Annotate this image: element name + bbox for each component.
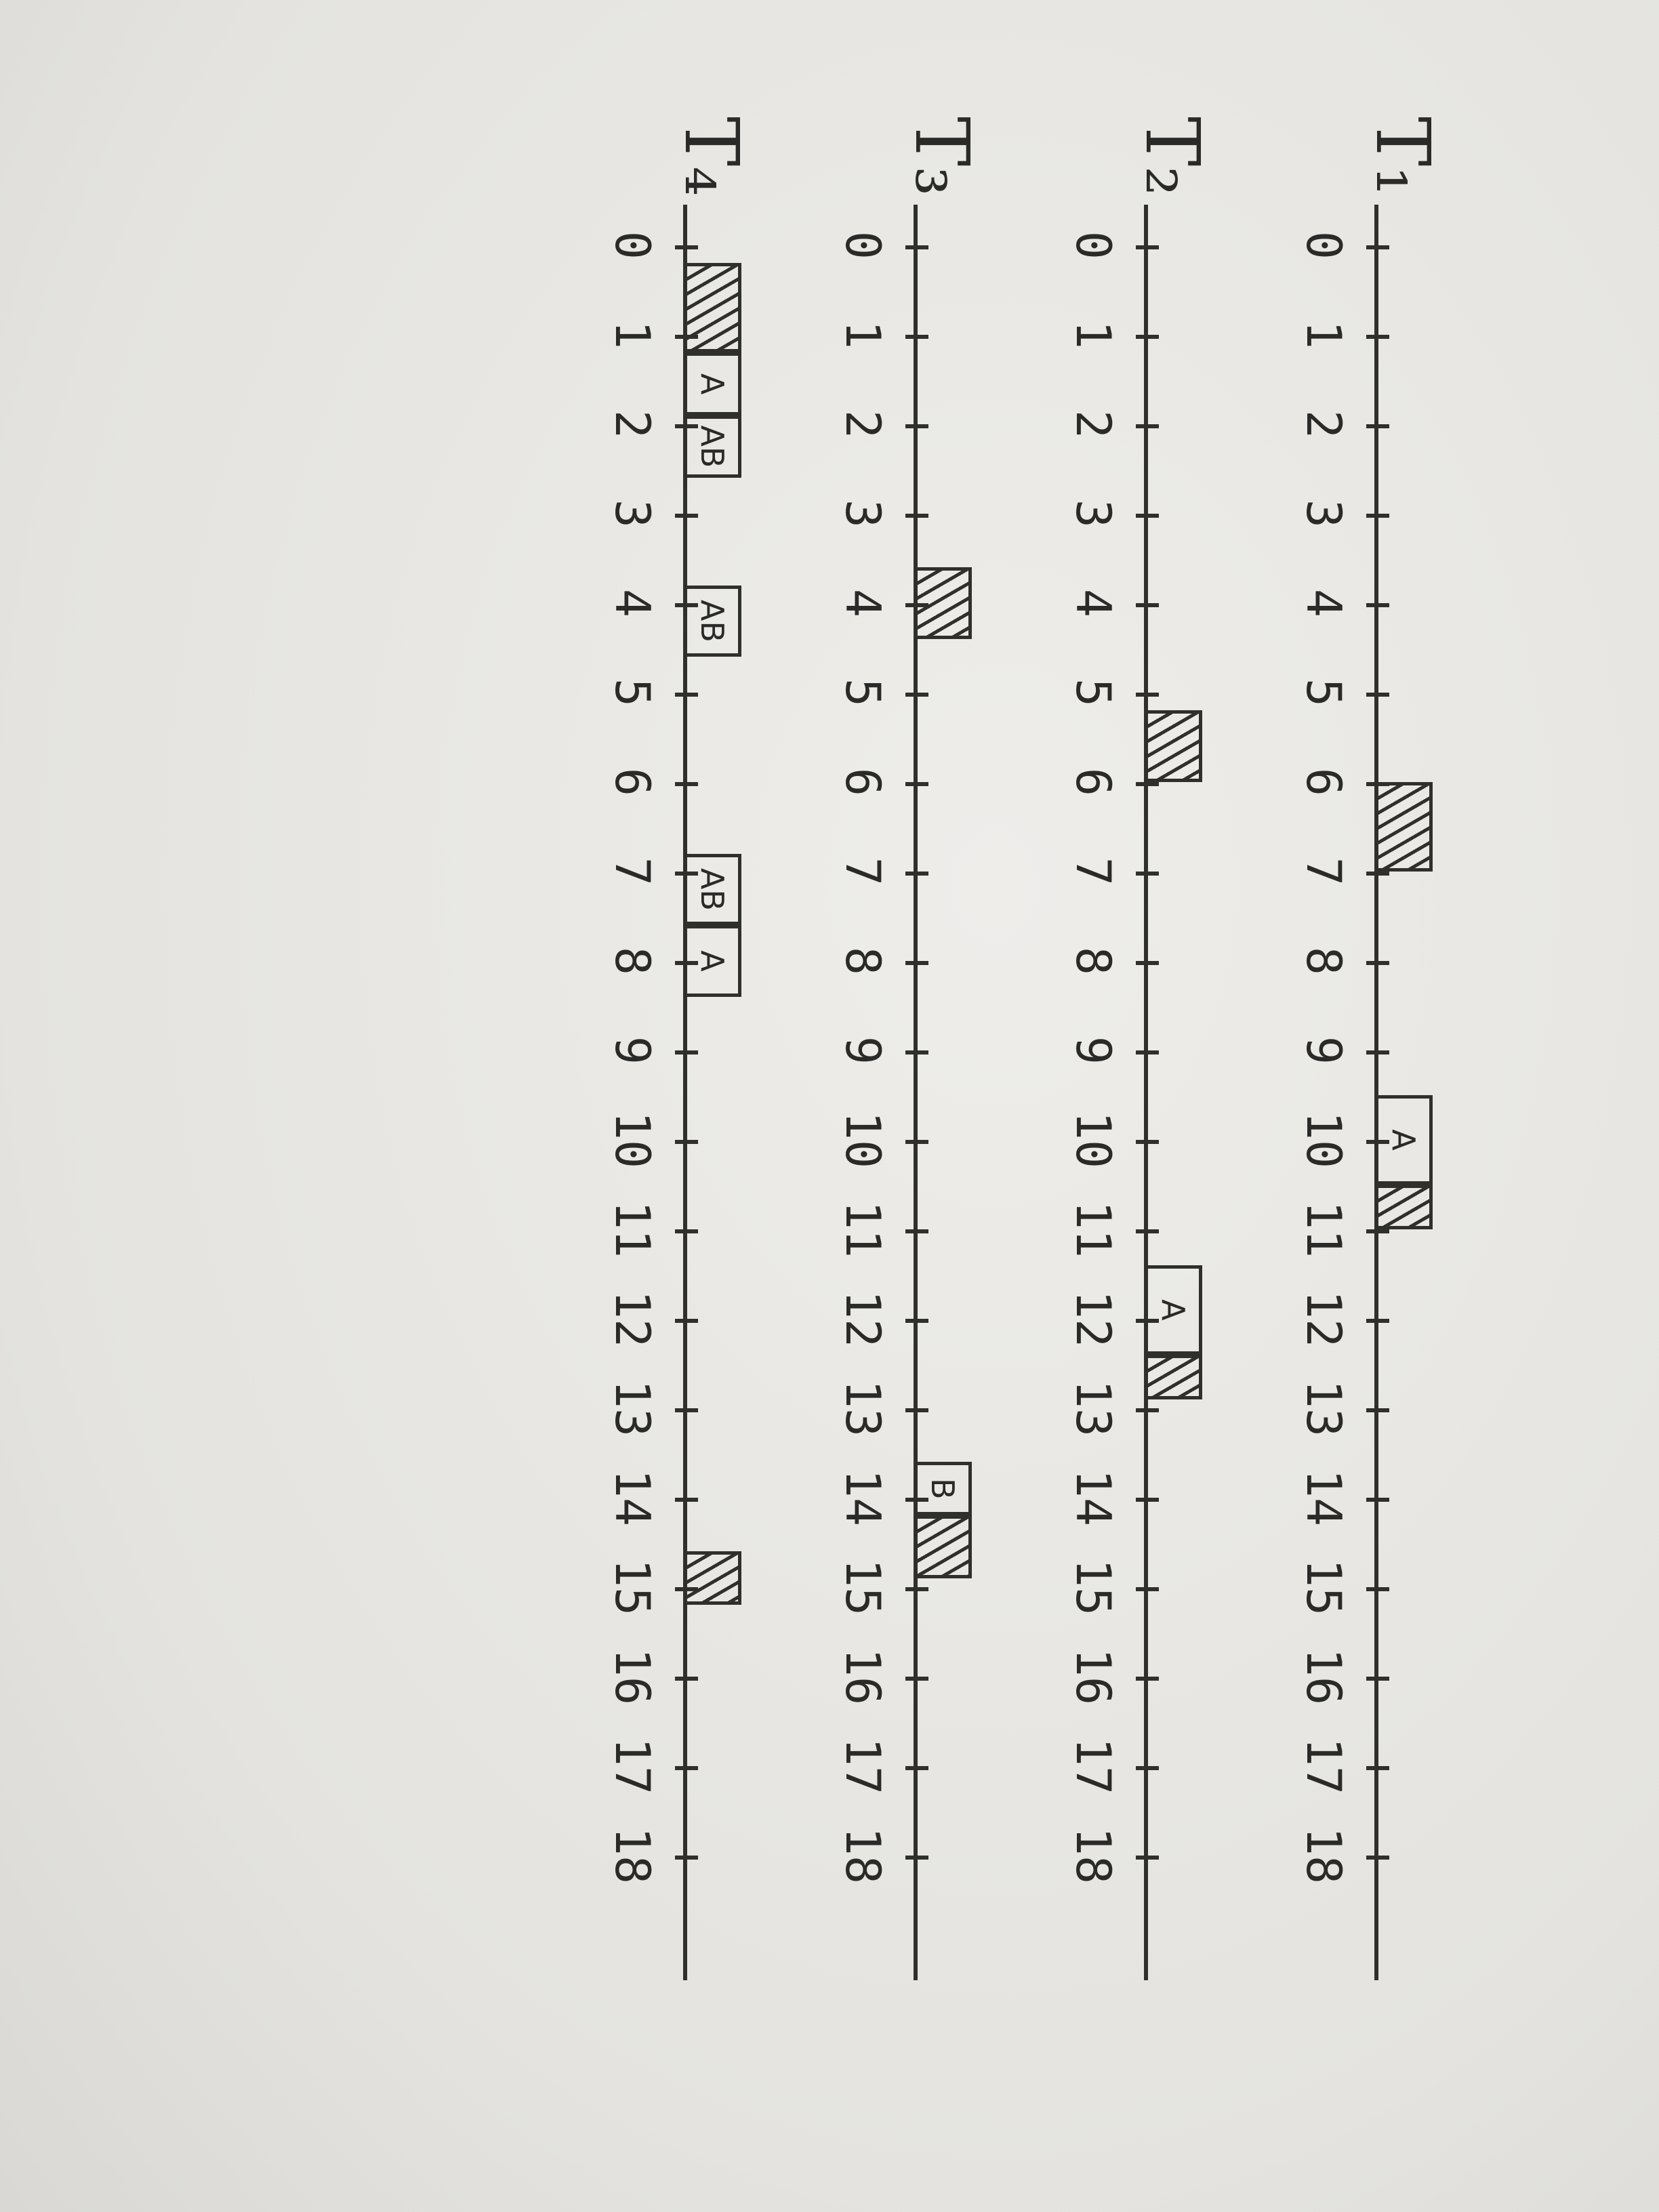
tick-label: 11 [1065, 1200, 1121, 1258]
task-label: AB [694, 425, 731, 468]
timeline-t4 [538, 56, 762, 2156]
axis-tick [1366, 1050, 1389, 1054]
axis-tick [1366, 693, 1389, 697]
task-block [683, 586, 741, 657]
timeline-label: T₂ [1129, 117, 1216, 197]
tick-label: 18 [1065, 1826, 1121, 1885]
axis-tick [1136, 782, 1159, 786]
axis-tick [1136, 961, 1159, 965]
tick-label: 11 [1296, 1200, 1351, 1258]
axis-tick [1136, 1677, 1159, 1681]
tick-label: 4 [835, 588, 890, 618]
hatched-task-block [1144, 710, 1202, 782]
time-axis [914, 205, 918, 1980]
axis-tick [1366, 1408, 1389, 1412]
axis-tick [1366, 335, 1389, 339]
task-label: AB [694, 599, 731, 642]
timeline-label: T₃ [899, 117, 985, 197]
tick-label: 13 [605, 1379, 660, 1437]
tick-label: 16 [605, 1647, 660, 1706]
task-label: AB [694, 867, 731, 911]
axis-tick [675, 245, 698, 249]
tick-label: 5 [605, 678, 660, 708]
axis-tick [905, 1229, 928, 1233]
task-block [1374, 1095, 1433, 1185]
tick-label: 9 [605, 1036, 660, 1065]
timeline-t3 [769, 56, 992, 2156]
axis-tick [1136, 1229, 1159, 1233]
axis-tick [1136, 872, 1159, 876]
axis-tick [1366, 1856, 1389, 1860]
tick-label: 8 [605, 946, 660, 976]
axis-tick [675, 1766, 698, 1770]
tick-label: 3 [835, 499, 890, 529]
tick-label: 5 [1065, 678, 1121, 708]
axis-tick [1366, 1766, 1389, 1770]
tick-label: 5 [835, 678, 890, 708]
tick-label: 5 [1296, 678, 1351, 708]
axis-tick [905, 424, 928, 428]
tick-label: 2 [1065, 409, 1121, 439]
tick-label: 10 [1296, 1111, 1351, 1169]
axis-tick [905, 1050, 928, 1054]
tick-label: 17 [835, 1737, 890, 1795]
axis-tick [1366, 1498, 1389, 1502]
tick-label: 9 [835, 1036, 890, 1065]
axis-tick [905, 1408, 928, 1412]
tick-label: 12 [1296, 1290, 1351, 1348]
axis-tick [675, 1677, 698, 1681]
axis-tick [1366, 1319, 1389, 1323]
axis-tick [1136, 1766, 1159, 1770]
axis-tick [905, 514, 928, 518]
timeline-label: T₁ [1359, 117, 1446, 197]
axis-tick [1366, 245, 1389, 249]
axis-tick [905, 961, 928, 965]
tick-label: 0 [835, 230, 890, 260]
tick-label: 14 [1065, 1469, 1121, 1527]
time-axis [1374, 205, 1378, 1980]
axis-tick [1136, 335, 1159, 339]
tick-label: 3 [1296, 499, 1351, 529]
axis-tick [905, 872, 928, 876]
tick-label: 1 [1065, 320, 1121, 350]
task-block [683, 415, 741, 478]
tick-label: 15 [1296, 1558, 1351, 1616]
tick-label: 17 [1296, 1737, 1351, 1795]
task-label: A [694, 950, 731, 972]
tick-label: 8 [1065, 946, 1121, 976]
tick-label: 17 [605, 1737, 660, 1795]
axis-tick [675, 1140, 698, 1144]
axis-tick [1366, 424, 1389, 428]
tick-label: 9 [1065, 1036, 1121, 1065]
tick-label: 2 [605, 409, 660, 439]
tick-label: 10 [1065, 1111, 1121, 1169]
axis-tick [1136, 424, 1159, 428]
tick-label: 16 [835, 1647, 890, 1706]
task-block [683, 925, 741, 997]
axis-tick [1136, 693, 1159, 697]
axis-tick [1366, 514, 1389, 518]
tick-label: 0 [1065, 230, 1121, 260]
tick-label: 11 [605, 1200, 660, 1258]
tick-label: 3 [605, 499, 660, 529]
tick-label: 4 [605, 588, 660, 618]
hatched-task-block [914, 567, 972, 639]
tick-label: 1 [1296, 320, 1351, 350]
tick-label: 14 [605, 1469, 660, 1527]
tick-label: 7 [1065, 857, 1121, 886]
axis-tick [1366, 1677, 1389, 1681]
axis-tick [1136, 603, 1159, 607]
axis-tick [675, 514, 698, 518]
hatched-task-block [683, 1551, 741, 1605]
axis-tick [905, 1587, 928, 1591]
axis-tick [1366, 872, 1389, 876]
axis-tick [675, 693, 698, 697]
tick-label: 6 [1065, 767, 1121, 797]
axis-tick [905, 245, 928, 249]
task-label: A [1385, 1129, 1422, 1151]
axis-tick [905, 1677, 928, 1681]
tick-label: 1 [835, 320, 890, 350]
tick-label: 18 [605, 1826, 660, 1885]
hatched-task-block [1374, 1185, 1433, 1229]
axis-tick [1366, 1587, 1389, 1591]
tick-label: 3 [1065, 499, 1121, 529]
axis-tick [905, 1140, 928, 1144]
tick-label: 0 [605, 230, 660, 260]
tick-label: 4 [1065, 588, 1121, 618]
tick-label: 7 [835, 857, 890, 886]
axis-tick [1136, 1587, 1159, 1591]
axis-tick [905, 1856, 928, 1860]
axis-tick [675, 782, 698, 786]
tick-label: 15 [835, 1558, 890, 1616]
tick-label: 16 [1065, 1647, 1121, 1706]
axis-tick [675, 1408, 698, 1412]
task-label: A [694, 373, 731, 395]
tick-label: 4 [1296, 588, 1351, 618]
time-axis [1144, 205, 1148, 1980]
tick-label: 10 [605, 1111, 660, 1169]
tick-label: 17 [1065, 1737, 1121, 1795]
axis-tick [905, 1766, 928, 1770]
tick-label: 0 [1296, 230, 1351, 260]
tick-label: 16 [1296, 1647, 1351, 1706]
axis-tick [675, 1229, 698, 1233]
axis-tick [1136, 1408, 1159, 1412]
tick-label: 18 [1296, 1826, 1351, 1885]
tick-label: 8 [835, 946, 890, 976]
axis-tick [1136, 1856, 1159, 1860]
axis-tick [675, 1050, 698, 1054]
tick-label: 11 [835, 1200, 890, 1258]
axis-tick [905, 1319, 928, 1323]
axis-tick [675, 1856, 698, 1860]
axis-tick [905, 335, 928, 339]
tick-label: 1 [605, 320, 660, 350]
axis-tick [905, 782, 928, 786]
task-block [683, 854, 741, 926]
axis-tick [905, 693, 928, 697]
tick-label: 13 [1065, 1379, 1121, 1437]
tick-label: 6 [1296, 767, 1351, 797]
tick-label: 7 [605, 857, 660, 886]
tick-label: 12 [605, 1290, 660, 1348]
tick-label: 9 [1296, 1036, 1351, 1065]
task-label: A [1155, 1299, 1191, 1321]
hatched-task-block [1144, 1355, 1202, 1399]
timeline-t1 [1229, 56, 1453, 2156]
tick-label: 15 [605, 1558, 660, 1616]
hatched-task-block [914, 1515, 972, 1578]
axis-tick [1136, 1050, 1159, 1054]
tick-label: 10 [835, 1111, 890, 1169]
tick-label: 14 [835, 1469, 890, 1527]
tick-label: 8 [1296, 946, 1351, 976]
hatched-task-block [1374, 782, 1433, 872]
tick-label: 18 [835, 1826, 890, 1885]
tick-label: 6 [605, 767, 660, 797]
axis-tick [1366, 961, 1389, 965]
task-block [1144, 1265, 1202, 1355]
timeline-label: T₄ [668, 117, 755, 197]
tick-label: 2 [1296, 409, 1351, 439]
tick-label: 7 [1296, 857, 1351, 886]
axis-tick [1136, 514, 1159, 518]
task-block [914, 1462, 972, 1515]
axis-tick [1366, 603, 1389, 607]
tick-label: 12 [1065, 1290, 1121, 1348]
task-block [683, 352, 741, 415]
axis-tick [1136, 1498, 1159, 1502]
axis-tick [1366, 1229, 1389, 1233]
task-label: B [924, 1478, 961, 1500]
axis-tick [675, 1498, 698, 1502]
tick-label: 2 [835, 409, 890, 439]
tick-label: 13 [835, 1379, 890, 1437]
tick-label: 14 [1296, 1469, 1351, 1527]
hatched-task-block [683, 263, 741, 352]
axis-tick [675, 1319, 698, 1323]
tick-label: 6 [835, 767, 890, 797]
axis-tick [1136, 1140, 1159, 1144]
tick-label: 15 [1065, 1558, 1121, 1616]
axis-tick [1136, 245, 1159, 249]
timeline-t2 [999, 56, 1223, 2156]
tick-label: 12 [835, 1290, 890, 1348]
tick-label: 13 [1296, 1379, 1351, 1437]
timeline-diagram [84, 56, 1575, 2156]
